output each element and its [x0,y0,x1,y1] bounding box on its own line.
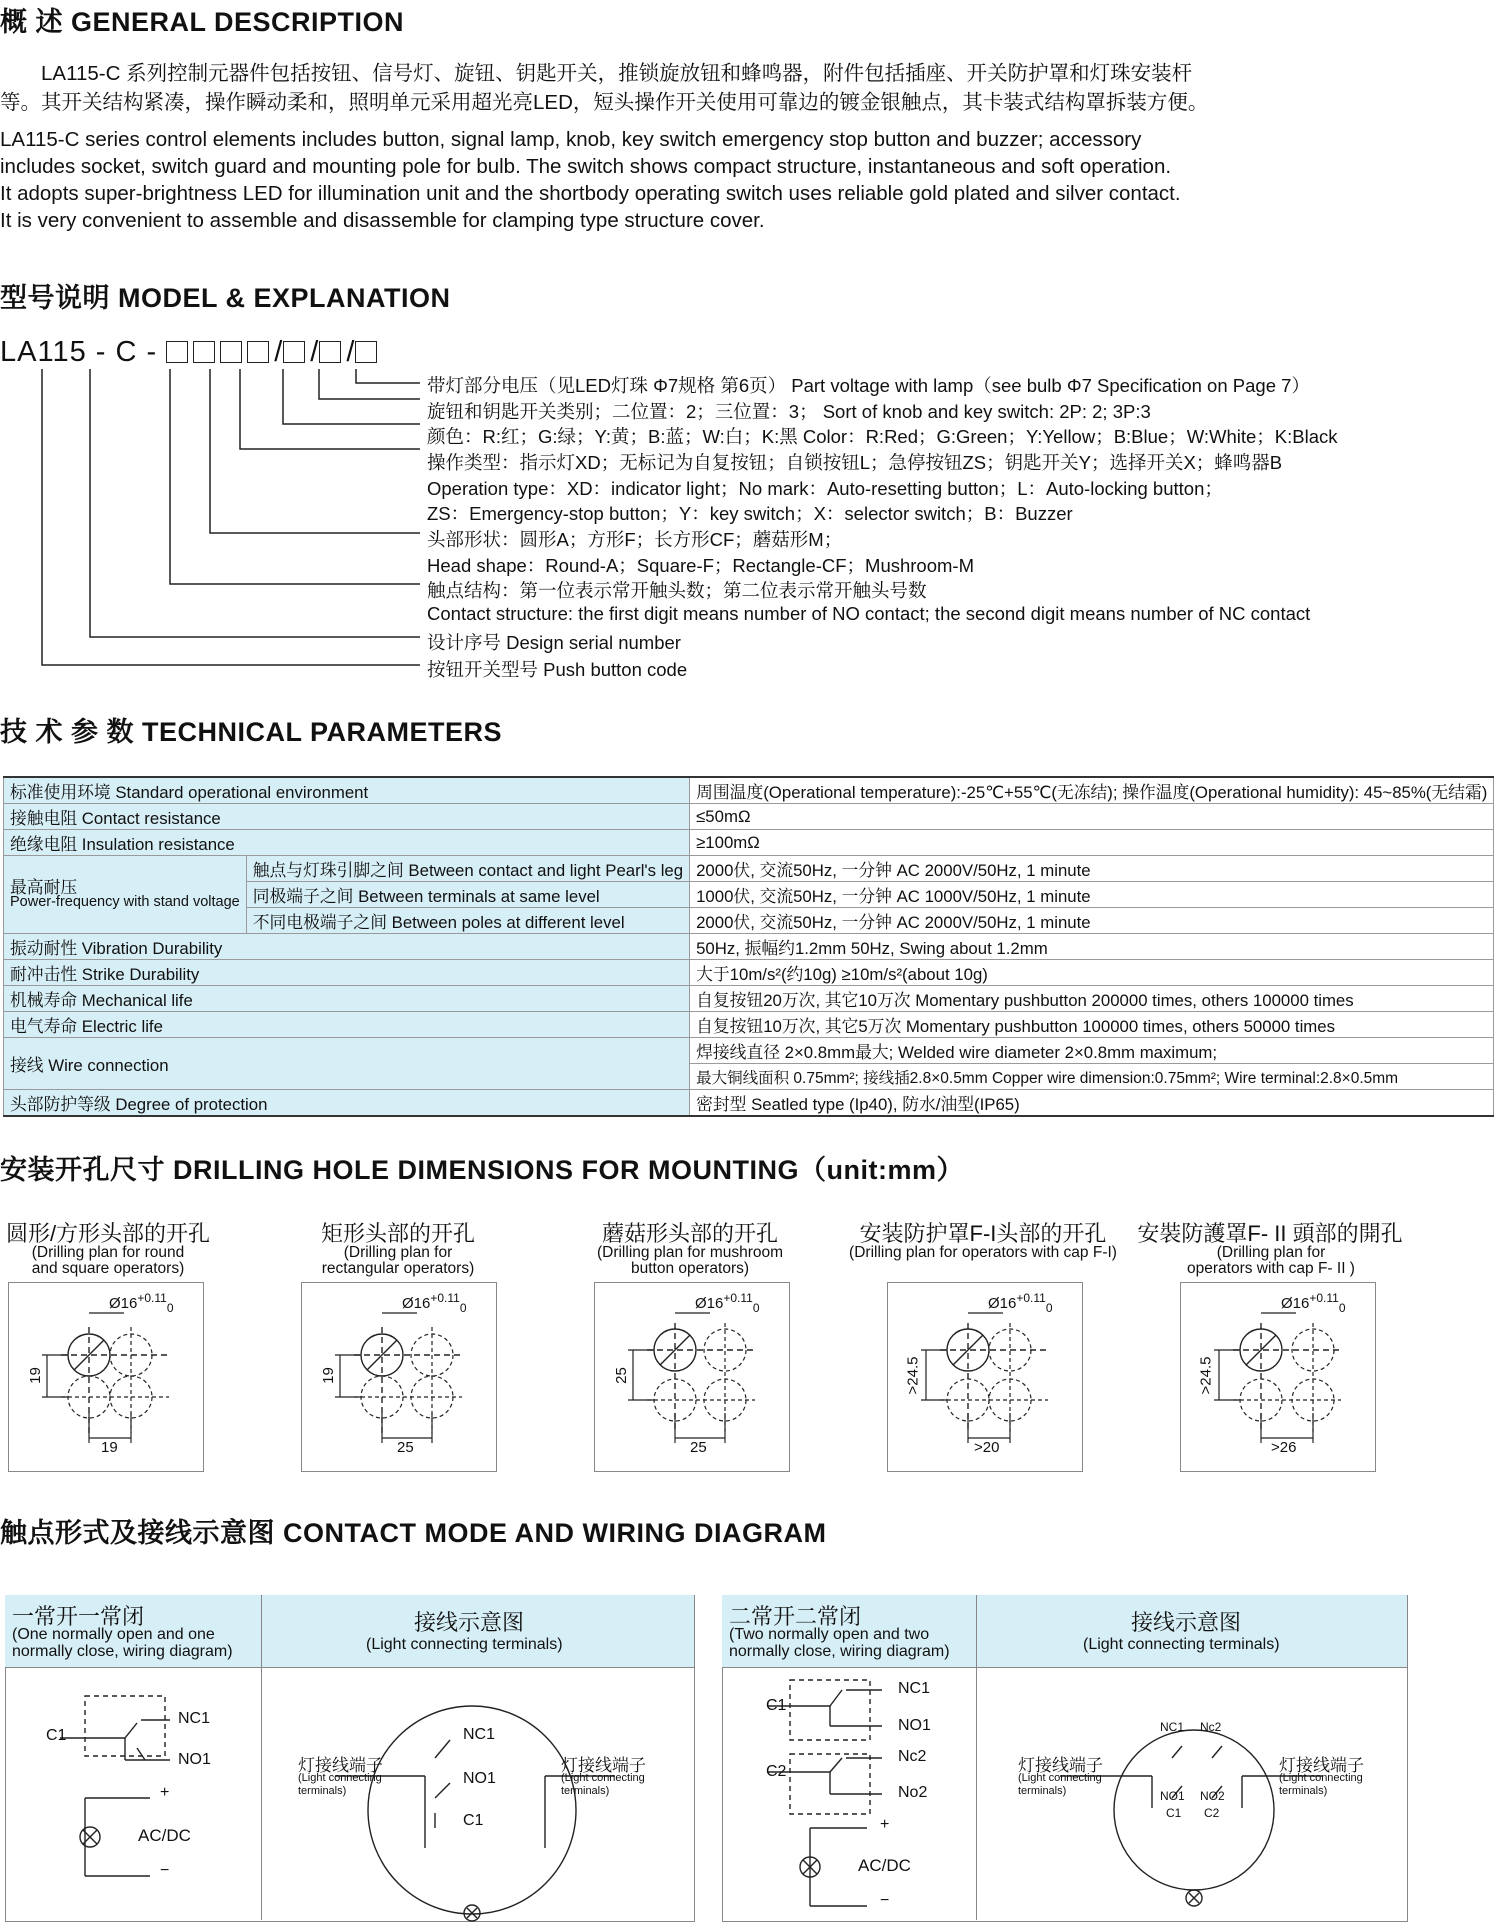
table-row [4,986,1494,1012]
drill-plan-3-sub2: button operators) [630,1260,750,1277]
table-row [4,830,1494,856]
wiring-left-acdc: AC/DC [138,1826,191,1845]
drill-plan-3-box [594,1282,790,1472]
tech-value: 大于10m/s²(约10g) ≥10m/s²(about 10g) [690,960,1494,986]
drill-plan-5-vertical-dim: >24.5 [1197,1356,1215,1395]
wiring-left-nc1-terminal: NC1 [463,1726,496,1743]
drill-plan-1-sub2: and square operators) [31,1260,185,1277]
wiring-right-nc2-terminal: Nc2 [1200,1720,1222,1734]
drill-plan-2-box [301,1282,497,1472]
wiring-title: 触点形式及接线示意图 CONTACT MODE AND WIRING DIAGRAM [0,1518,827,1548]
tech-label: 触点与灯珠引脚之间 Between contact and light Pearl's leg [246,856,689,882]
wiring-left-lamp-cn-r: 灯接线端子 [561,1756,646,1775]
general-title: 概 述 GENERAL DESCRIPTION [0,7,405,37]
drill-plan-4-title: 安装防护罩F-I头部的开孔 [859,1221,1107,1246]
wiring-right-nc1: NC1 [898,1680,931,1697]
tech-value: 2000伏, 交流50Hz, 一分钟 AC 2000V/50Hz, 1 minute [690,908,1494,934]
tech-value: 2000伏, 交流50Hz, 一分钟 AC 2000V/50Hz, 1 minute [690,856,1494,882]
tech-value: ≤50mΩ [690,804,1494,830]
model-expl-color: 颜色：R:红；G:绿；Y:黄；B:蓝；W:白；K:黑 Color：R:Red；G:Green；Y:Yellow；B:Blue；W:White；K:Black [427,426,1338,447]
model-expl-head-cn: 头部形状：圆形A；方形F；长方形CF；蘑菇形M； [427,529,843,550]
wiring-left-no1-terminal: NO1 [463,1770,496,1787]
tech-value: 密封型 Seatled type (Ip40), 防水/油型(IP65) [690,1090,1494,1117]
wiring-right-sub1: (Two normally open and two [729,1626,930,1643]
model-expl-contact-cn: 触点结构：第一位表示常开触头数；第二位表示常开触头号数 [427,580,927,601]
tech-label: 绝缘电阻 Insulation resistance [4,830,690,856]
tech-value: 焊接线直径 2×0.8mm最大; Welded wire diameter 2×0.8mm maximum; [690,1038,1494,1064]
model-expl-operation-cn: 操作类型：指示灯XD；无标记为自复按钮；自锁按钮L；急停按钮ZS；钥匙开关Y；选择开关X；蜂鸣器B [427,452,1283,473]
wiring-left-no1: NO1 [178,1751,211,1768]
wiring-right-head: 二常开二常闭 [729,1604,862,1629]
wiring-right-lamp-en1-r: (Light connecting [1279,1772,1363,1784]
wiring-right-c2-terminal: C2 [1204,1806,1220,1820]
wiring-left-sub1: (One normally open and one [12,1626,215,1643]
wiring-right-minus: − [880,1892,890,1909]
wiring-right-acdc: AC/DC [858,1856,911,1875]
drill-plan-1-vertical-dim: 19 [26,1367,44,1384]
model-leader-lines [0,355,430,675]
tech-voltage-group-en: Power-frequency with stand voltage [10,893,240,910]
drill-plan-5-sub2: operators with cap F- II ) [1187,1260,1355,1277]
tech-value: 1000伏, 交流50Hz, 一分钟 AC 1000V/50Hz, 1 minute [690,882,1494,908]
wiring-right-c1: C1 [766,1697,787,1714]
drill-plan-3-sub1: (Drilling plan for mushroom [596,1244,784,1261]
table-row [4,1012,1494,1038]
drill-plan-2-sub2: rectangular operators) [321,1260,475,1277]
drill-plan-5-title: 安裝防護罩F- II 頭部的開孔 [1137,1221,1403,1246]
tech-label: 标准使用环境 Standard operational environment [4,777,690,804]
wiring-right-nc1-terminal: NC1 [1160,1720,1185,1734]
drill-plan-5-horizontal-dim: >26 [1271,1439,1297,1456]
wiring-right-no1-terminal: NO1 [1160,1789,1185,1803]
wiring-right-lamp-en2-l: terminals) [1018,1785,1067,1797]
drill-plan-4-box [887,1282,1083,1472]
wiring-right-conn-sub: (Light connecting terminals) [1083,1636,1280,1653]
table-row [4,777,1494,804]
wiring-left-nc1: NC1 [178,1710,211,1727]
drill-plan-2-diameter: $Ø16^{+0.11}_0$ [402,1291,467,1315]
model-expl-head-en: Head shape：Round-A；Square-F；Rectangle-CF；Mushroom-M [427,555,974,576]
drill-plan-5-diameter: $Ø16^{+0.11}_0$ [1281,1291,1346,1315]
general-en-line-2: includes socket, switch guard and mounting pole for bulb. The switch shows compact structure, instantaneous and soft operation. [0,155,1172,178]
wiring-left-conn-sub: (Light connecting terminals) [366,1636,563,1653]
tech-label: 接触电阻 Contact resistance [4,804,690,830]
drill-plan-2-title: 矩形头部的开孔 [320,1221,475,1246]
table-row [4,960,1494,986]
model-code-prefix: LA115 - C - [0,336,158,368]
tech-label: 头部防护等级 Degree of protection [4,1090,690,1117]
wiring-left-lamp-en2-l: terminals) [298,1785,347,1797]
drill-plan-3-horizontal-dim: 25 [690,1439,707,1456]
wiring-right-conn-head: 接线示意图 [1131,1610,1242,1635]
table-row [4,856,1494,882]
model-expl-knob: 旋钮和钥匙开关类别；二位置：2；三位置：3； Sort of knob and key switch: 2P: 2; 3P:3 [427,401,1151,422]
drill-plan-4-diameter: $Ø16^{+0.11}_0$ [988,1291,1053,1315]
table-row [4,934,1494,960]
tech-value: 周围温度(Operational temperature):-25℃+55℃(无冻结); 操作温度(Operational humidity): 45~85%(无结霜) [690,777,1494,804]
model-expl-voltage: 带灯部分电压（见LED灯珠 Φ7规格 第6页） Part voltage with lamp（see bulb Φ7 Specification on Page 7） [427,375,1310,396]
tech-value: ≥100mΩ [690,830,1494,856]
table-row [4,1038,1494,1064]
general-en-line-1: LA115-C series control elements includes button, signal lamp, knob, key switch emergency stop button and buzzer; accessory [0,128,1142,151]
drill-plan-3-title: 蘑菇形头部的开孔 [601,1221,778,1246]
drill-plan-1-horizontal-dim: 19 [101,1439,118,1456]
wiring-left-minus: − [160,1862,170,1879]
drill-plan-3-diameter: $Ø16^{+0.11}_0$ [695,1291,760,1315]
wiring-right-no1: NO1 [898,1717,931,1734]
model-title: 型号说明 MODEL & EXPLANATION [0,283,451,313]
wiring-left-lamp-cn-l: 灯接线端子 [298,1756,383,1775]
tech-value: 自复按钮20万次, 其它10万次 Momentary pushbutton 200000 times, others 100000 times [690,986,1494,1012]
wiring-right-lamp-en1-l: (Light connecting [1018,1772,1102,1784]
tech-label: 电气寿命 Electric life [4,1012,690,1038]
general-cn-line-2: 等。其开关结构紧凑，操作瞬动柔和，照明单元采用超光亮LED，短头操作开关使用可靠边的镀金银触点，其卡装式结构罩拆装方便。 [0,91,1209,114]
drill-plan-2-horizontal-dim: 25 [397,1439,414,1456]
tech-label: 机械寿命 Mechanical life [4,986,690,1012]
wiring-right-no2-terminal: NO2 [1200,1789,1225,1803]
drill-plan-1-title: 圆形/方形头部的开孔 [5,1221,211,1246]
tech-title: 技 术 参 数 TECHNICAL PARAMETERS [0,717,503,747]
wiring-right-sub2: normally close, wiring diagram) [729,1643,950,1660]
tech-label: 振动耐性 Vibration Durability [4,934,690,960]
tech-label: 耐冲击性 Strike Durability [4,960,690,986]
drill-plan-1-box [8,1282,204,1472]
model-expl-code: 按钮开关型号 Push button code [427,659,688,680]
wiring-left-sub2: normally close, wiring diagram) [12,1643,233,1660]
model-expl-serial: 设计序号 Design serial number [427,632,681,653]
tech-label: 同极端子之间 Between terminals at same level [246,882,689,908]
wiring-right-lamp-en2-r: terminals) [1279,1785,1328,1797]
wiring-right-lamp-cn-r: 灯接线端子 [1279,1756,1364,1775]
wiring-left-lamp-en1-l: (Light connecting [298,1772,382,1784]
tech-voltage-group-cn: 最高耐压 [10,877,78,897]
wiring-left-conn-head: 接线示意图 [414,1610,525,1635]
tech-label: 不同电极端子之间 Between poles at different level [246,908,689,934]
wiring-right-c2: C2 [766,1763,787,1780]
general-cn-line-1: LA115-C 系列控制元器件包括按钮、信号灯、旋钮、钥匙开关，推锁旋放钮和蜂鸣器，附件包括插座、开关防护罩和灯珠安装杆 [0,62,1193,85]
tech-voltage-group [4,856,247,934]
drill-plan-1-sub1: (Drilling plan for round [31,1244,185,1261]
tech-value: 最大铜线面积 0.75mm²; 接线插2.8×0.5mm Copper wire dimension:0.75mm²; Wire terminal:2.8×0.5mm [690,1064,1494,1090]
wiring-right-c1-terminal: C1 [1166,1806,1182,1820]
model-code: LA115 - C - / / / [0,336,382,369]
wiring-left-lamp-en2-r: terminals) [561,1785,610,1797]
table-row [4,1090,1494,1117]
model-expl-operation-en2: ZS：Emergency-stop button；Y：key switch；X：selector switch；B：Buzzer [427,503,1073,524]
drill-plan-4-horizontal-dim: >20 [974,1439,1000,1456]
tech-value: 自复按钮10万次, 其它5万次 Momentary pushbutton 100000 times, others 50000 times [690,1012,1494,1038]
drill-plan-5-sub1: (Drilling plan for [1216,1244,1326,1261]
model-expl-contact-en: Contact structure: the first digit means number of NO contact; the second digit means number of NC contact [427,603,1311,624]
wiring-left-head: 一常开一常闭 [12,1604,145,1629]
table-row [4,804,1494,830]
tech-table [3,776,1494,1117]
wiring-left-plus: + [160,1784,170,1801]
wiring-right-nc2: Nc2 [898,1748,927,1765]
model-expl-operation-en1: Operation type：XD：indicator light；No mark：Auto-resetting button；L：Auto-locking button； [427,478,1223,499]
drill-plan-2-sub1: (Drilling plan for [343,1244,453,1261]
wiring-right-lamp-cn-l: 灯接线端子 [1018,1756,1103,1775]
drill-plan-3-vertical-dim: 25 [612,1367,630,1384]
drill-plan-1-diameter: $Ø16^{+0.11}_0$ [109,1291,174,1315]
wiring-left-lamp-en1-r: (Light connecting [561,1772,645,1784]
general-en-line-3: It adopts super-brightness LED for illumination unit and the shortbody operating switch uses reliable gold plated and silver contact. [0,182,1181,205]
tech-label: 接线 Wire connection [4,1038,690,1090]
drill-plan-4-vertical-dim: >24.5 [904,1356,922,1395]
wiring-left-c1: C1 [46,1727,67,1744]
drill-plan-2-vertical-dim: 19 [319,1367,337,1384]
drill-title: 安装开孔尺寸 DRILLING HOLE DIMENSIONS FOR MOUNTING（unit:mm） [0,1155,964,1185]
wiring-right-plus: + [880,1816,890,1833]
general-en-line-4: It is very convenient to assemble and disassemble for clamping type structure cover. [0,209,765,232]
wiring-left-c1-terminal: C1 [463,1812,484,1829]
drill-plan-4-sub1: (Drilling plan for operators with cap F-I) [849,1244,1117,1261]
drill-plan-5-box [1180,1282,1376,1472]
tech-value: 50Hz, 振幅约1.2mm 50Hz, Swing about 1.2mm [690,934,1494,960]
wiring-right-no2: No2 [898,1784,928,1801]
